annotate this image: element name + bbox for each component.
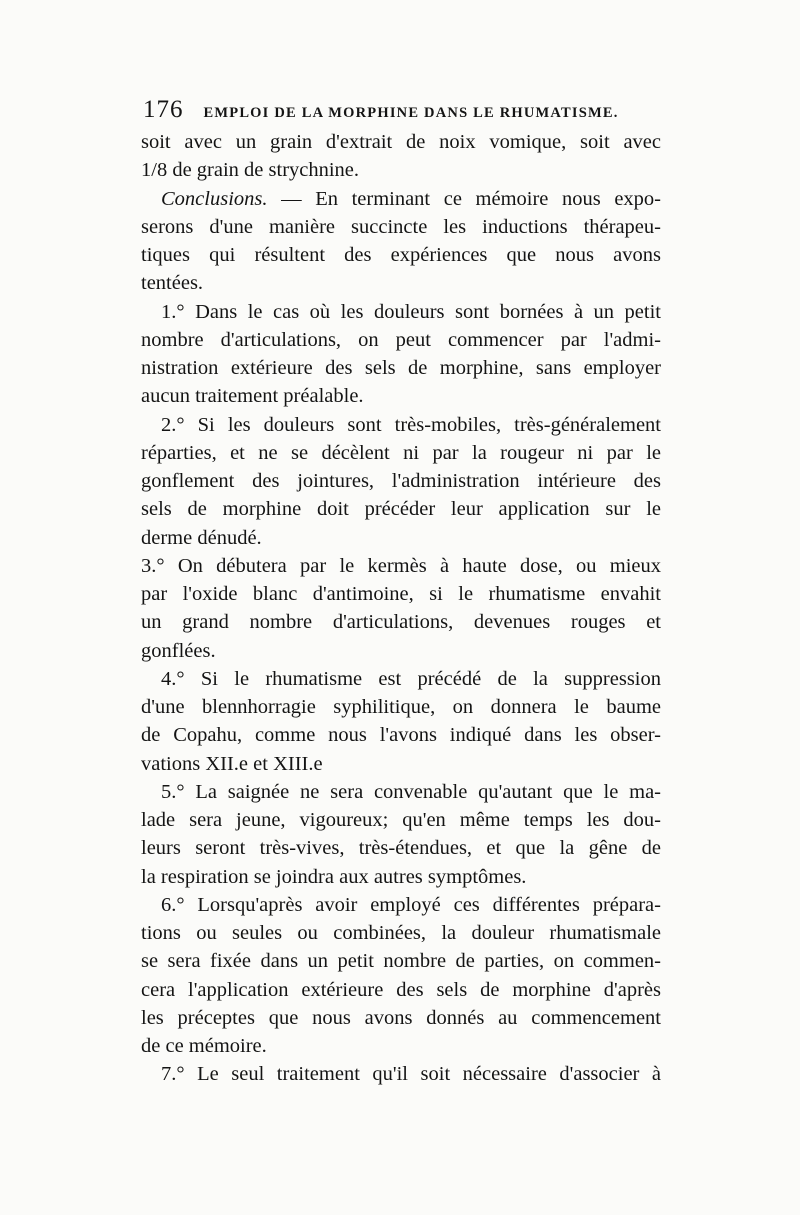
text-line: lade sera jeune, vigoureux; qu'en même temps les dou-: [141, 809, 661, 831]
text-line: tions ou seules ou combinées, la douleur rhumatismale: [141, 922, 661, 944]
text-line: cera l'application extérieure des sels de morphine d'après: [141, 978, 661, 1001]
text-line: nistration extérieure des sels de morphine, sans employer: [141, 357, 661, 379]
text-line: par l'oxide blanc d'antimoine, si le rhumatisme envahit: [141, 583, 661, 605]
section-heading-conclusions: Conclusions.: [161, 187, 268, 210]
text-line: tentées.: [141, 272, 204, 295]
paragraph-opening: [141, 128, 661, 185]
text-line: réparties, et ne se décèlent ni par la rougeur ni par le: [141, 441, 661, 464]
paragraph-item-3: [141, 552, 661, 665]
paragraph-item-4: [141, 665, 661, 778]
text-line: tiques qui résultent des expériences que nous avons: [141, 244, 661, 266]
text-line: nombre d'articulations, on peut commencer par l'admi-: [141, 328, 661, 351]
text-line: gonflées.: [141, 639, 216, 662]
paragraph-item-7: [141, 1060, 661, 1088]
text-line: gonflement des jointures, l'administration intérieure des: [141, 470, 661, 492]
text-line: les préceptes que nous avons donnés au commencement: [141, 1006, 661, 1029]
paragraph-item-5: [141, 778, 661, 891]
text-line: serons d'une manière succincte les inductions thérapeu-: [141, 215, 661, 238]
text-line: la respiration se joindra aux autres symptômes.: [141, 865, 527, 888]
text-line: [141, 185, 661, 213]
body-text: [141, 128, 661, 1089]
text-line: se sera fixée dans un petit nombre de parties, on commen-: [141, 950, 661, 973]
text-line: 1/8 de grain de strychnine.: [141, 159, 360, 182]
text-line: 7.° Le seul traitement qu'il soit nécessaire d'associer à: [161, 1063, 661, 1086]
text-line: soit avec un grain d'extrait de noix vomique, soit avec: [141, 131, 661, 153]
paragraph-item-2: [141, 411, 661, 552]
text-fragment: — En terminant ce mémoire nous expo-: [267, 187, 661, 210]
text-line: de ce mémoire.: [141, 1035, 267, 1057]
text-line: 5.° La saignée ne sera convenable qu'autant que le ma-: [161, 780, 661, 803]
text-line: vations XII.e et XIII.e: [141, 752, 323, 775]
text-line: 2.° Si les douleurs sont très-mobiles, très-généralement: [161, 413, 661, 436]
page-header: [143, 96, 663, 124]
text-line: 1.° Dans le cas où les douleurs sont bornées à un petit: [161, 300, 661, 323]
text-line: sels de morphine doit précéder leur application sur le: [141, 498, 661, 521]
text-line: leurs seront très-vives, très-étendues, et que la gêne de: [141, 837, 661, 860]
paragraph-item-1: [141, 298, 661, 411]
text-line: 4.° Si le rhumatisme est précédé de la suppression: [161, 667, 661, 690]
running-title: EMPLOI DE LA MORPHINE DANS LE RHUMATISME.: [203, 105, 619, 121]
text-line: derme dénudé.: [141, 526, 262, 549]
text-line: un grand nombre d'articulations, devenues rouges et: [141, 611, 661, 634]
text-line: aucun traitement préalable.: [141, 385, 364, 408]
text-line: d'une blennhorragie syphilitique, on donnera le baume: [141, 696, 661, 718]
paragraph-conclusions: [141, 185, 661, 298]
text-line: 6.° Lorsqu'après avoir employé ces différentes prépara-: [161, 893, 661, 916]
text-line: de Copahu, comme nous l'avons indiqué dans les obser-: [141, 724, 661, 747]
text-line: 3.° On débutera par le kermès à haute dose, ou mieux: [141, 554, 661, 577]
paragraph-item-6: [141, 891, 661, 1061]
page-number: 176: [143, 96, 184, 123]
